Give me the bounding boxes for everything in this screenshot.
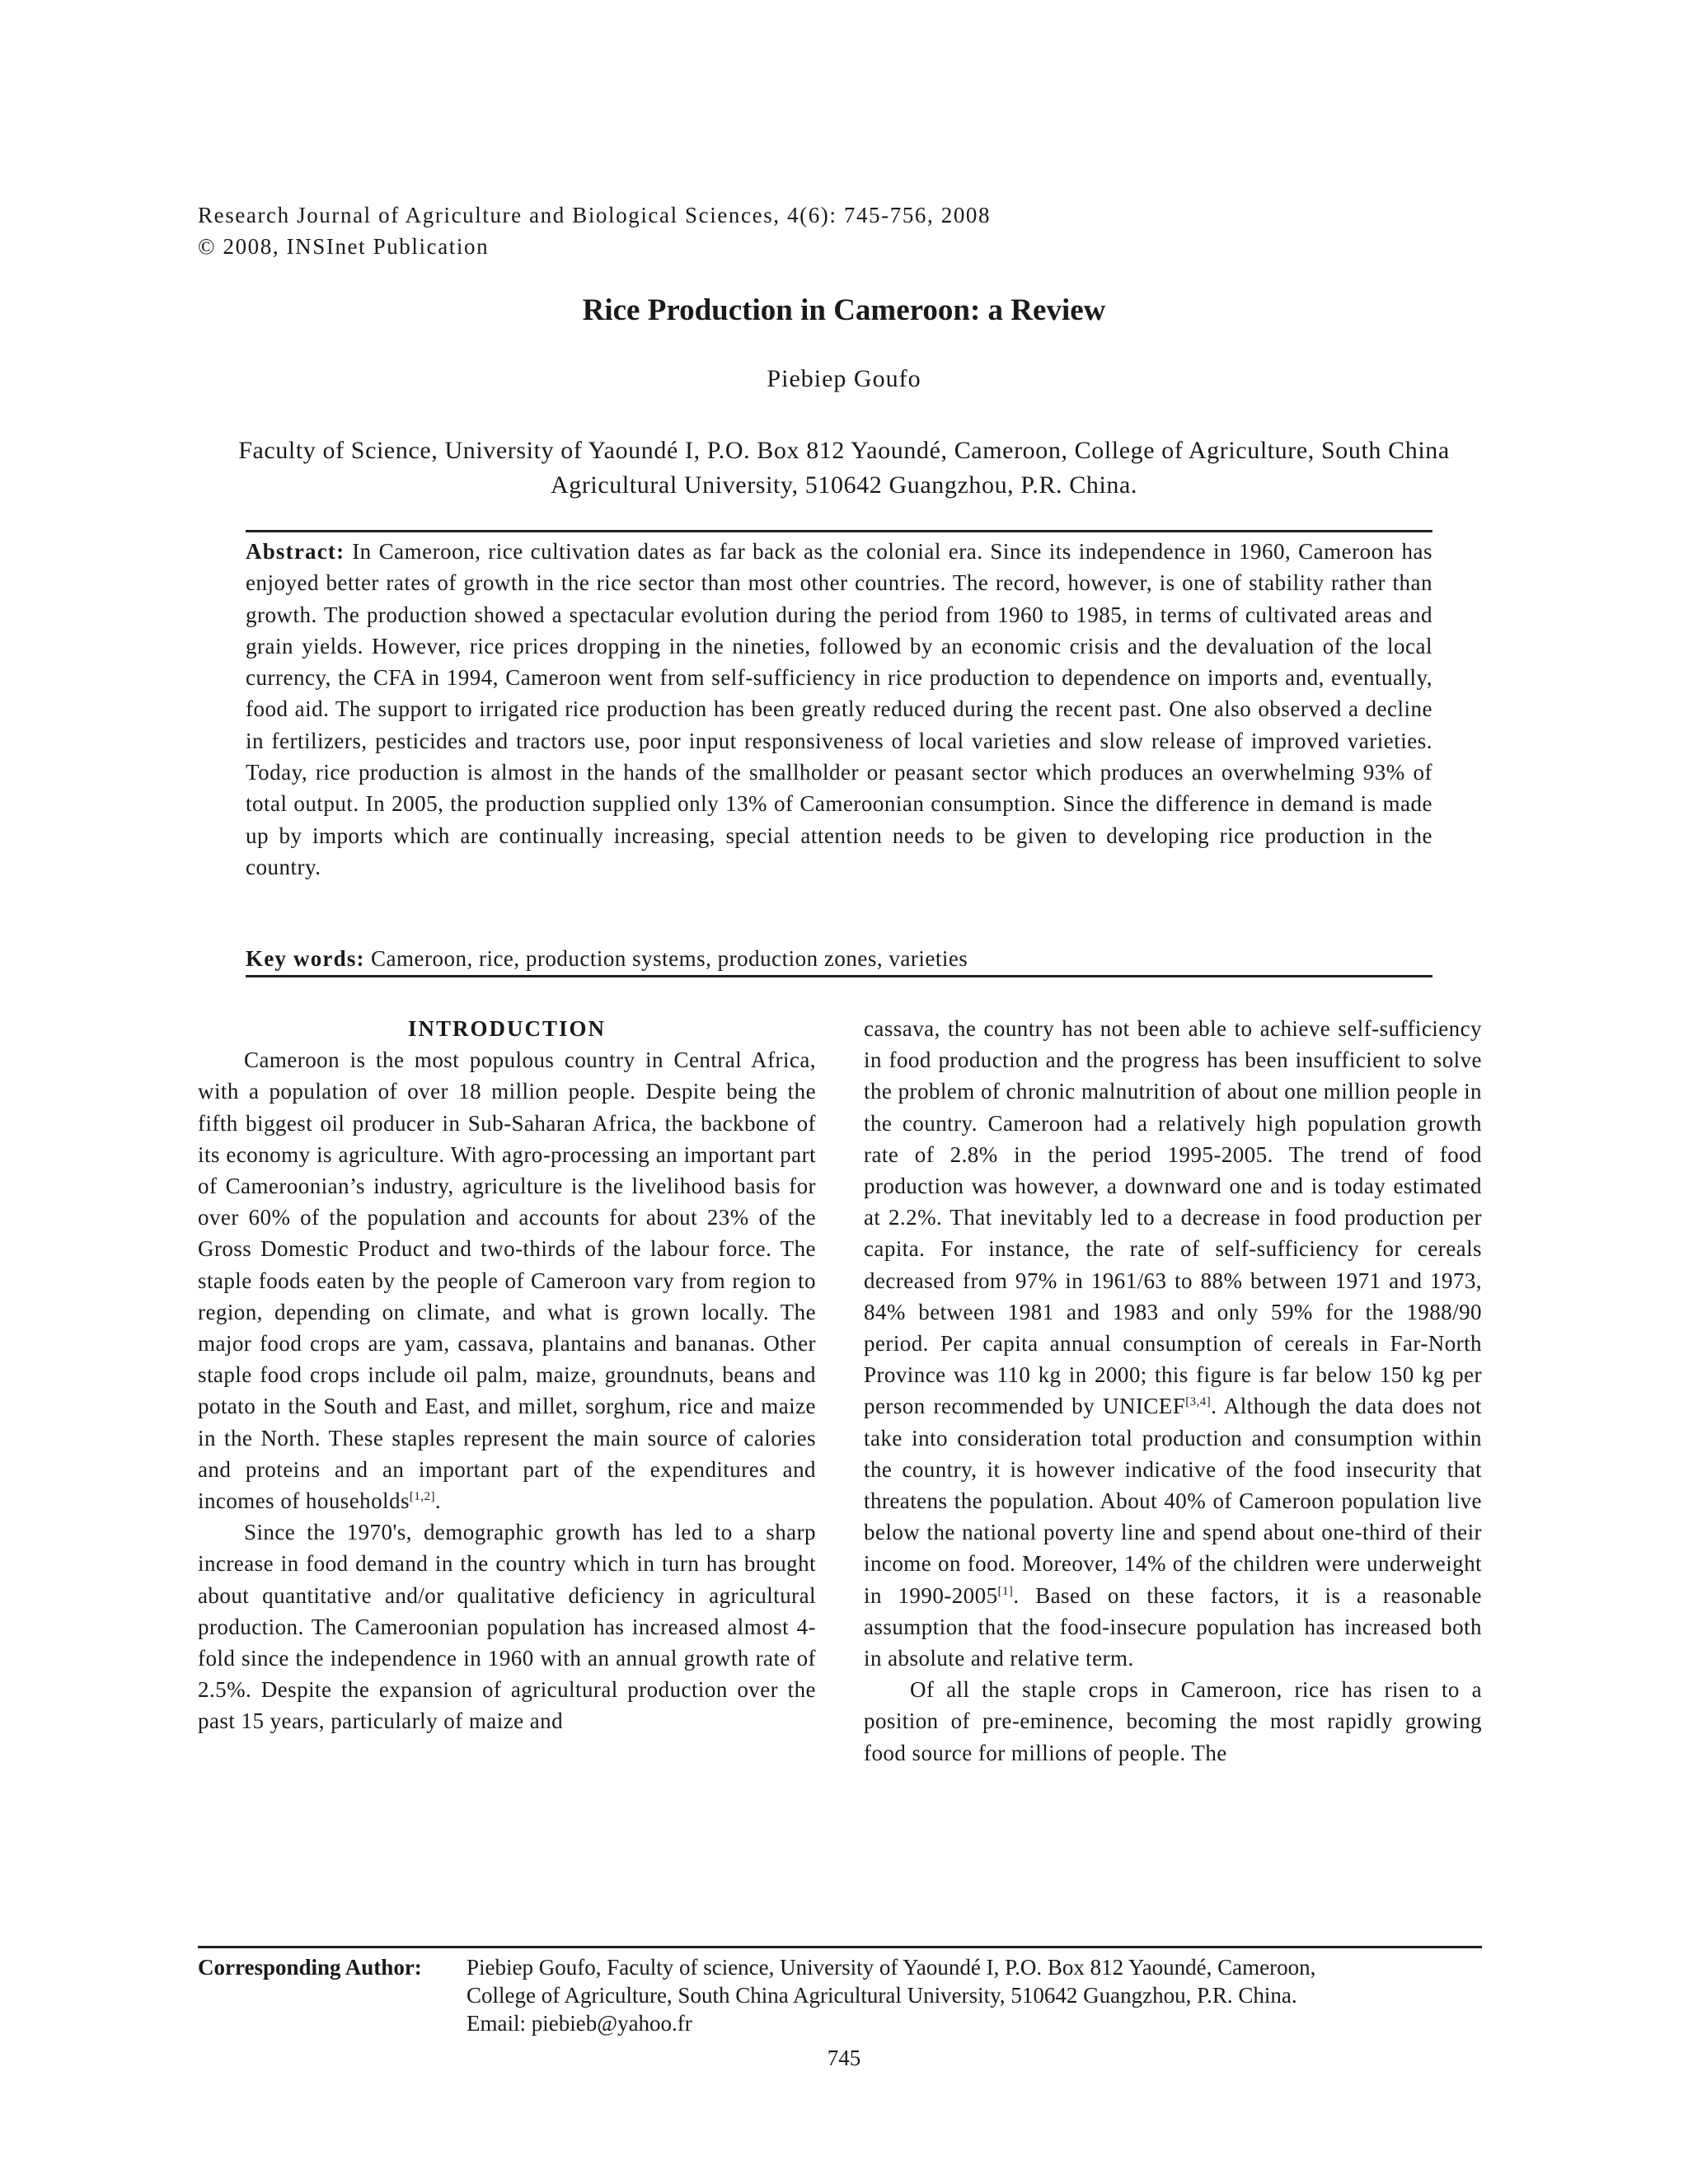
- abstract: [246, 536, 1432, 883]
- intro-paragraph-3-part-c: . Based on these factors, it is a reasonable assumption that the food-insecure population has increased both in absolute and relative term.: [864, 1582, 1482, 1671]
- abstract-text: In Cameroon, rice cultivation dates as far back as the colonial era. Since its independence in 1960, Cameroon has enjoyed better rates of growth in the rice sector than most other countries. The record, however, is one of stability rather than growth. The production showed a spectacular evolution during the period from 1960 to 1985, in terms of cultivated areas and grain yields. However, rice prices dropping in the nineties, followed by an economic crisis and the devaluation of the local currency, the CFA in 1994, Cameroon went from self-sufficiency in rice production to dependence on imports and, eventually, food aid. The support to irrigated rice production has been greatly reduced during the recent past. One also observed a decline in fertilizers, pesticides and tractors use, poor input responsiveness of local varieties and slow release of improved varieties. Today, rice production is almost in the hands of the smallholder or peasant sector which produces an overwhelming 93% of total output. In 2005, the production supplied only 13% of Cameroonian consumption. Since the difference in demand is made up by imports which are continually increasing, special attention needs to be given to developing rice production in the country.: [246, 539, 1432, 879]
- page-number: 745: [827, 2046, 861, 2070]
- corresponding-author-line-1: Piebiep Goufo, Faculty of science, University of Yaoundé I, P.O. Box 812 Yaoundé, Cameroon,: [467, 1955, 1316, 1980]
- citation-ref: [3,4]: [1185, 1395, 1212, 1409]
- intro-paragraph-2: Since the 1970's, demographic growth has led to a sharp increase in food demand in the country which in turn has brought about quantitative and/or qualitative deficiency in agricultural production. The Cameroonian population has increased almost 4-fold since the independence in 1960 with an annual growth rate of 2.5%. Despite the expansion of agricultural production over the past 15 years, particularly of maize and: [198, 1520, 816, 1734]
- copyright-line: © 2008, INSInet Publication: [198, 234, 490, 259]
- citation-ref: [1,2]: [409, 1490, 435, 1504]
- keywords: [246, 946, 1432, 972]
- keywords-text: Cameroon, rice, production systems, production zones, varieties: [370, 946, 968, 971]
- left-column: [198, 1013, 816, 1737]
- intro-paragraph-1-text: Cameroon is the most populous country in Central Africa, with a population of over 18 million people. Despite being the fifth biggest oil producer in Sub-Saharan Africa, the backbone of its economy is agriculture. With agro-processing an important part of Cameroonian’s industry, agriculture is the livelihood basis for over 60% of the population and accounts for about 23% of the Gross Domestic Product and two-thirds of the labour force. The staple foods eaten by the people of Cameroon vary from region to region, depending on climate, and what is grown locally. The major food crops are yam, cassava, plantains and bananas. Other staple food crops include oil palm, maize, groundnuts, beans and potato in the South and East, and millet, sorghum, rice and maize in the North. These staples represent the main source of calories and proteins and an important part of the expenditures and incomes of households: [198, 1047, 816, 1514]
- right-column: [864, 1013, 1482, 1769]
- corresponding-author-label: Corresponding Author:: [198, 1955, 422, 1980]
- corresponding-author-details: [467, 1953, 1482, 2037]
- journal-citation: Research Journal of Agriculture and Biological Sciences, 4(6): 745-756, 2008: [198, 203, 992, 227]
- abstract-label: Abstract:: [246, 539, 345, 564]
- section-heading: INTRODUCTION: [407, 1016, 607, 1041]
- paper-title: Rice Production in Cameroon: a Review: [582, 293, 1106, 327]
- author-name: Piebiep Goufo: [767, 365, 921, 392]
- footnote-rule: [198, 1946, 1482, 1948]
- abstract-top-rule: [246, 530, 1432, 532]
- keywords-bottom-rule: [246, 975, 1432, 977]
- corresponding-author-email: Email: piebieb@yahoo.fr: [467, 2011, 692, 2036]
- author-affiliation: Faculty of Science, University of Yaoundé I, P.O. Box 812 Yaoundé, Cameroon, College of Agriculture, South China Agricultural University, 510642 Guangzhou, P.R. China.: [238, 437, 1450, 499]
- citation-ref: [1]: [997, 1584, 1014, 1598]
- corresponding-author-line-2: College of Agriculture, South China Agricultural University, 510642 Guangzhou, P.R. China.: [467, 1983, 1297, 2008]
- keywords-label: Key words:: [246, 946, 365, 971]
- intro-paragraph-4: Of all the staple crops in Cameroon, rice has risen to a position of pre-eminence, becoming the most rapidly growing food source for millions of people. The: [864, 1677, 1482, 1765]
- intro-paragraph-3: [864, 1013, 1482, 1674]
- intro-paragraph-1: [198, 1044, 816, 1516]
- intro-paragraph-1-end: .: [434, 1488, 442, 1514]
- intro-paragraph-3-part-b: . Although the data does not take into consideration total production and consumption within the country, it is however indicative of the food insecurity that threatens the population. About 40% of Cameroon population live below the national poverty line and spend about one-third of their income on food. Moreover, 14% of the children were underweight in 1990-2005: [864, 1394, 1482, 1608]
- intro-paragraph-3-part-a: cassava, the country has not been able to achieve self-sufficiency in food production and the progress has been insufficient to solve the problem of chronic malnutrition of about one million people in the country. Cameroon had a relatively high population growth rate of 2.8% in the period 1995-2005. The trend of food production was however, a downward one and is today estimated at 2.2%. That inevitably led to a decrease in food production per capita. For instance, the rate of self-sufficiency for cereals decreased from 97% in 1961/63 to 88% between 1971 and 1973, 84% between 1981 and 1983 and only 59% for the 1988/90 period. Per capita annual consumption of cereals in Far-North Province was 110 kg in 2000; this figure is far below 150 kg per person recommended by UNICEF: [864, 1016, 1482, 1419]
